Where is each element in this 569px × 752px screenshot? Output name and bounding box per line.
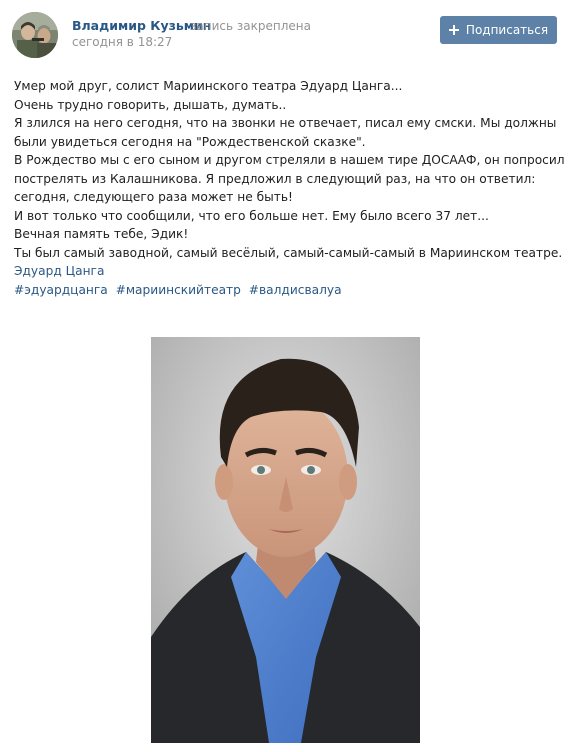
post-text-line: пострелять из Калашникова. Я предложил в следующий раз, на что он ответил: — [14, 171, 536, 186]
hashtag-link[interactable]: #эдуардцанга — [14, 282, 108, 297]
mention-link[interactable]: Эдуард Цанга — [14, 264, 105, 278]
post-text-line: В Рождество мы с его сыном и другом стреляли в нашем тире ДОСААФ, он попросил — [14, 153, 565, 167]
post-text-line: Умер мой друг, солист Мариинского театра Эдуард Цанга... — [14, 79, 403, 93]
subscribe-button-label: Подписаться — [465, 23, 549, 37]
author-avatar[interactable] — [12, 12, 58, 58]
pinned-label: запись закреплена — [190, 19, 311, 33]
post-text-line: Я злился на него сегодня, что на звонки не отвечает, писал ему смски. Мы должны — [14, 116, 557, 130]
author-name-link[interactable]: Владимир Кузьмин — [72, 18, 212, 33]
post-text-line: были увидеться сегодня на "Рождественской сказке". — [14, 134, 366, 149]
mention-line — [14, 262, 562, 281]
post-text — [14, 77, 565, 299]
post-text-line: И вот только что сообщили, что его больше нет. Ему было всего 37 лет... — [14, 208, 489, 223]
avatar-image — [12, 12, 58, 58]
subscribe-button[interactable] — [440, 16, 557, 44]
post-text-line: Вечная память тебе, Эдик! — [14, 227, 189, 241]
post-text-line: сегодня, следующего раза может не быть! — [14, 190, 293, 204]
portrait-image — [151, 337, 420, 743]
hashtag-link[interactable]: #мариинскийтеатр — [115, 282, 241, 297]
post-photo[interactable] — [151, 337, 420, 743]
post-time-link[interactable]: сегодня в 18:27 — [72, 35, 173, 49]
hashtags — [14, 281, 562, 300]
post-text-line: Ты был самый заводной, самый весёлый, самый-самый-самый в Мариинском театре. — [14, 245, 563, 260]
post-text-line: Очень трудно говорить, дышать, думать.. — [14, 97, 287, 112]
plus-icon — [449, 25, 459, 35]
hashtag-link[interactable]: #валдисвалуа — [248, 282, 342, 297]
